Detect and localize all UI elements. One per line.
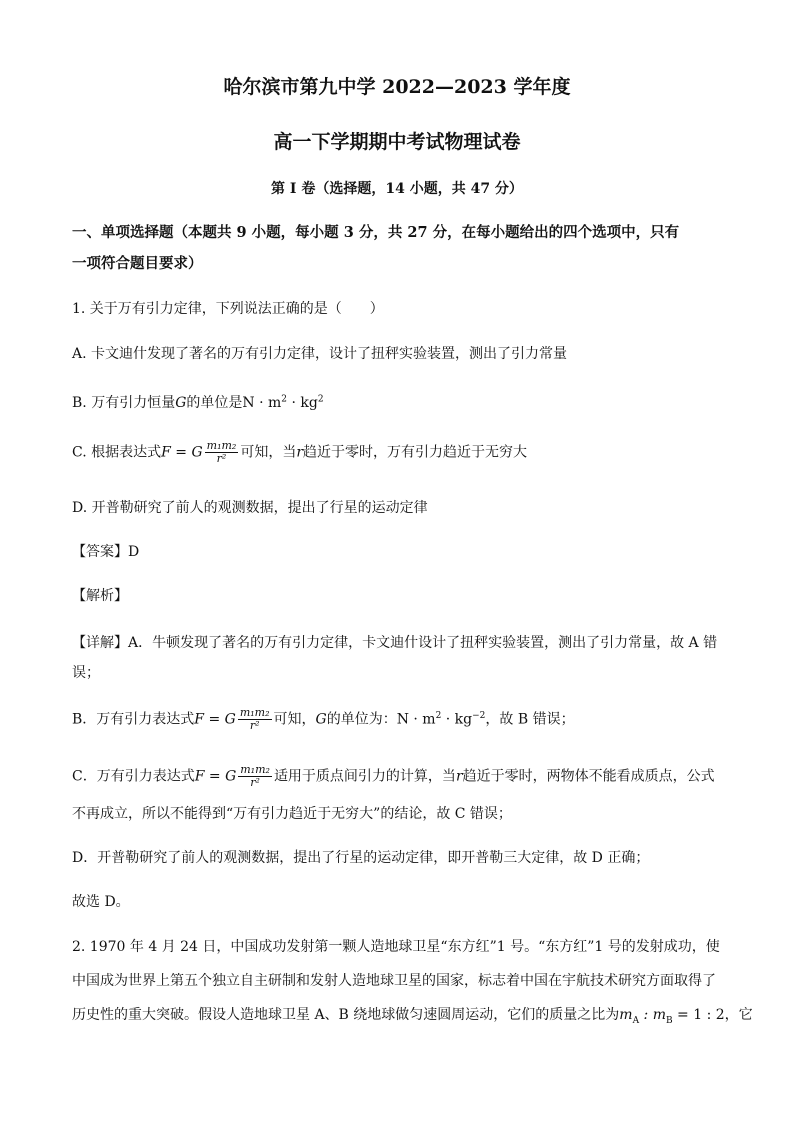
option-c: C. 根据表达式F = G $\frac{\text{m₁m₂}}{\text{r²}}$ 可知，当r趋近于零时，万有引力趋近于无穷大 [72, 439, 528, 465]
question-2-line2: 中国成为世界上第五个独立自主研制和发射人造地球卫星的国家，标志着中国在宇航技术研究方面取得了 [72, 973, 716, 989]
option-b: B. 万有引力恒量G的单位是$N \cdot m^2 \cdot kg^2$ [72, 394, 324, 411]
detail-d: D．开普勒研究了前人的观测数据，提出了行星的运动定律，即开普勒三大定律，故 D 正确； [72, 850, 650, 866]
part-heading: 第 I 卷（选择题，14 小题，共 47 分） [271, 181, 523, 197]
question-2-line3: 历史性的重大突破。假设人造地球卫星 A、B 绕地球做匀速圆周运动，它们的质量之比为$m_A$ : $m_B = 1$ : 2，它 [72, 1007, 753, 1026]
fraction: $\frac{\text{m₁m₂}}{\text{r²}}$ [206, 439, 237, 465]
answer: 【答案】D [72, 544, 140, 560]
detail-a-line2: 误； [72, 665, 100, 681]
document-subtitle: 高一下学期期中考试物理试卷 [273, 131, 521, 153]
analysis-tag: 【解析】 [72, 588, 128, 604]
option-d: D. 开普勒研究了前人的观测数据，提出了行星的运动定律 [72, 500, 428, 516]
formula: F = G [161, 444, 203, 461]
detail-a-line1: 【详解】A．牛顿发现了著名的万有引力定律，卡文迪什设计了扭秤实验装置，测出了引力常量，故 A 错 [72, 635, 718, 651]
conclusion: 故选 D。 [72, 894, 130, 910]
document-title: 哈尔滨市第九中学 2022—2023 学年度 [223, 76, 571, 98]
question-1-stem: 1. 关于万有引力定律，下列说法正确的是（ ） [72, 301, 384, 317]
option-a: A. 卡文迪什发现了著名的万有引力定律，设计了扭秤实验装置，测出了引力常量 [72, 346, 568, 362]
detail-c-line2: 不再成立，所以不能得到“万有引力趋近于无穷大”的结论，故 C 错误； [72, 806, 512, 822]
section-heading-line2: 一项符合题目要求） [72, 255, 203, 272]
section-heading-line1: 一、单项选择题（本题共 9 小题，每小题 3 分，共 27 分，在每小题给出的四个选项中，只有 [72, 224, 680, 241]
detail-c-line1: C．万有引力表达式F = G $\frac{\text{m₁m₂}}{\text{r²}}$ 适用于质点间引力的计算，当r趋近于零时，两物体不能看成质点，公式 [72, 763, 715, 789]
question-2-line1: 2. 1970 年 4 月 24 日，中国成功发射第一颗人造地球卫星“东方红”1 号。“东方红”1 号的发射成功，使 [72, 939, 720, 955]
detail-b: B．万有引力表达式F = G $\frac{\text{m₁m₂}}{\text{r²}}$ 可知，G的单位为：$N \cdot m^2 \cdot kg^{-2}$，故 B 错误； [72, 706, 575, 732]
